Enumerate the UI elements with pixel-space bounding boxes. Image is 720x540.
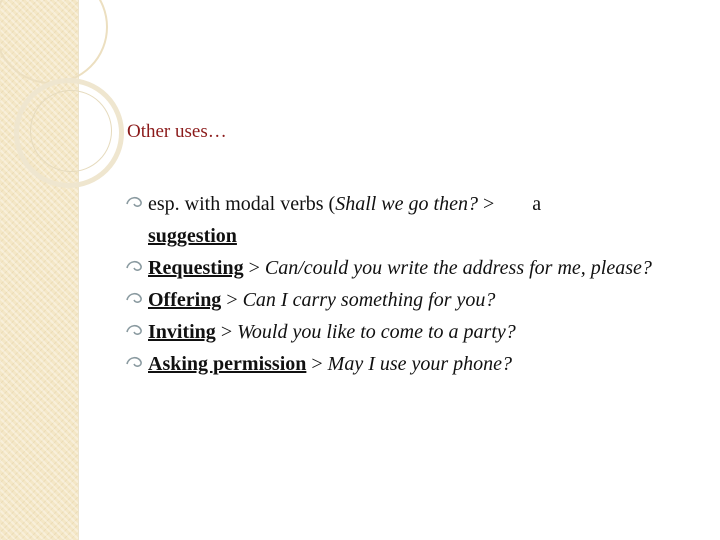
arrow-symbol: > — [243, 257, 265, 279]
list-item — [124, 348, 709, 380]
arrow-symbol: > — [215, 321, 238, 343]
function-term: Offering — [148, 289, 222, 311]
example-sentence: Would you like to come to a party? — [237, 321, 516, 343]
bullet-text: esp. with modal verbs ( — [148, 193, 336, 215]
slide-heading: Other uses… — [127, 121, 227, 142]
example-sentence: Can/could you write the address for me, please? — [264, 257, 652, 279]
curl-bullet-icon — [124, 286, 146, 310]
list-item — [124, 284, 709, 316]
example-sentence: Shall we go then? — [335, 193, 478, 215]
example-sentence: May I use your phone? — [327, 353, 513, 375]
curl-bullet-icon — [124, 254, 146, 278]
function-term: suggestion — [148, 225, 237, 247]
function-term: Asking permission — [148, 353, 307, 375]
function-term: Inviting — [148, 321, 216, 343]
arrow-symbol: > — [306, 353, 328, 375]
arrow-symbol: > — [221, 289, 243, 311]
curl-bullet-icon — [124, 190, 146, 214]
list-item — [124, 316, 709, 348]
decorative-circle — [0, 0, 108, 84]
bullet-text: a — [532, 193, 542, 215]
list-item — [124, 188, 709, 252]
bullet-list — [124, 188, 709, 380]
curl-bullet-icon — [124, 318, 146, 342]
arrow-symbol: > — [477, 193, 495, 215]
curl-bullet-icon — [124, 350, 146, 374]
decorative-side-band — [0, 0, 79, 540]
decorative-circle — [30, 90, 112, 172]
function-term: Requesting — [148, 257, 244, 279]
list-item — [124, 252, 709, 284]
example-sentence: Can I carry something for you? — [242, 289, 496, 311]
